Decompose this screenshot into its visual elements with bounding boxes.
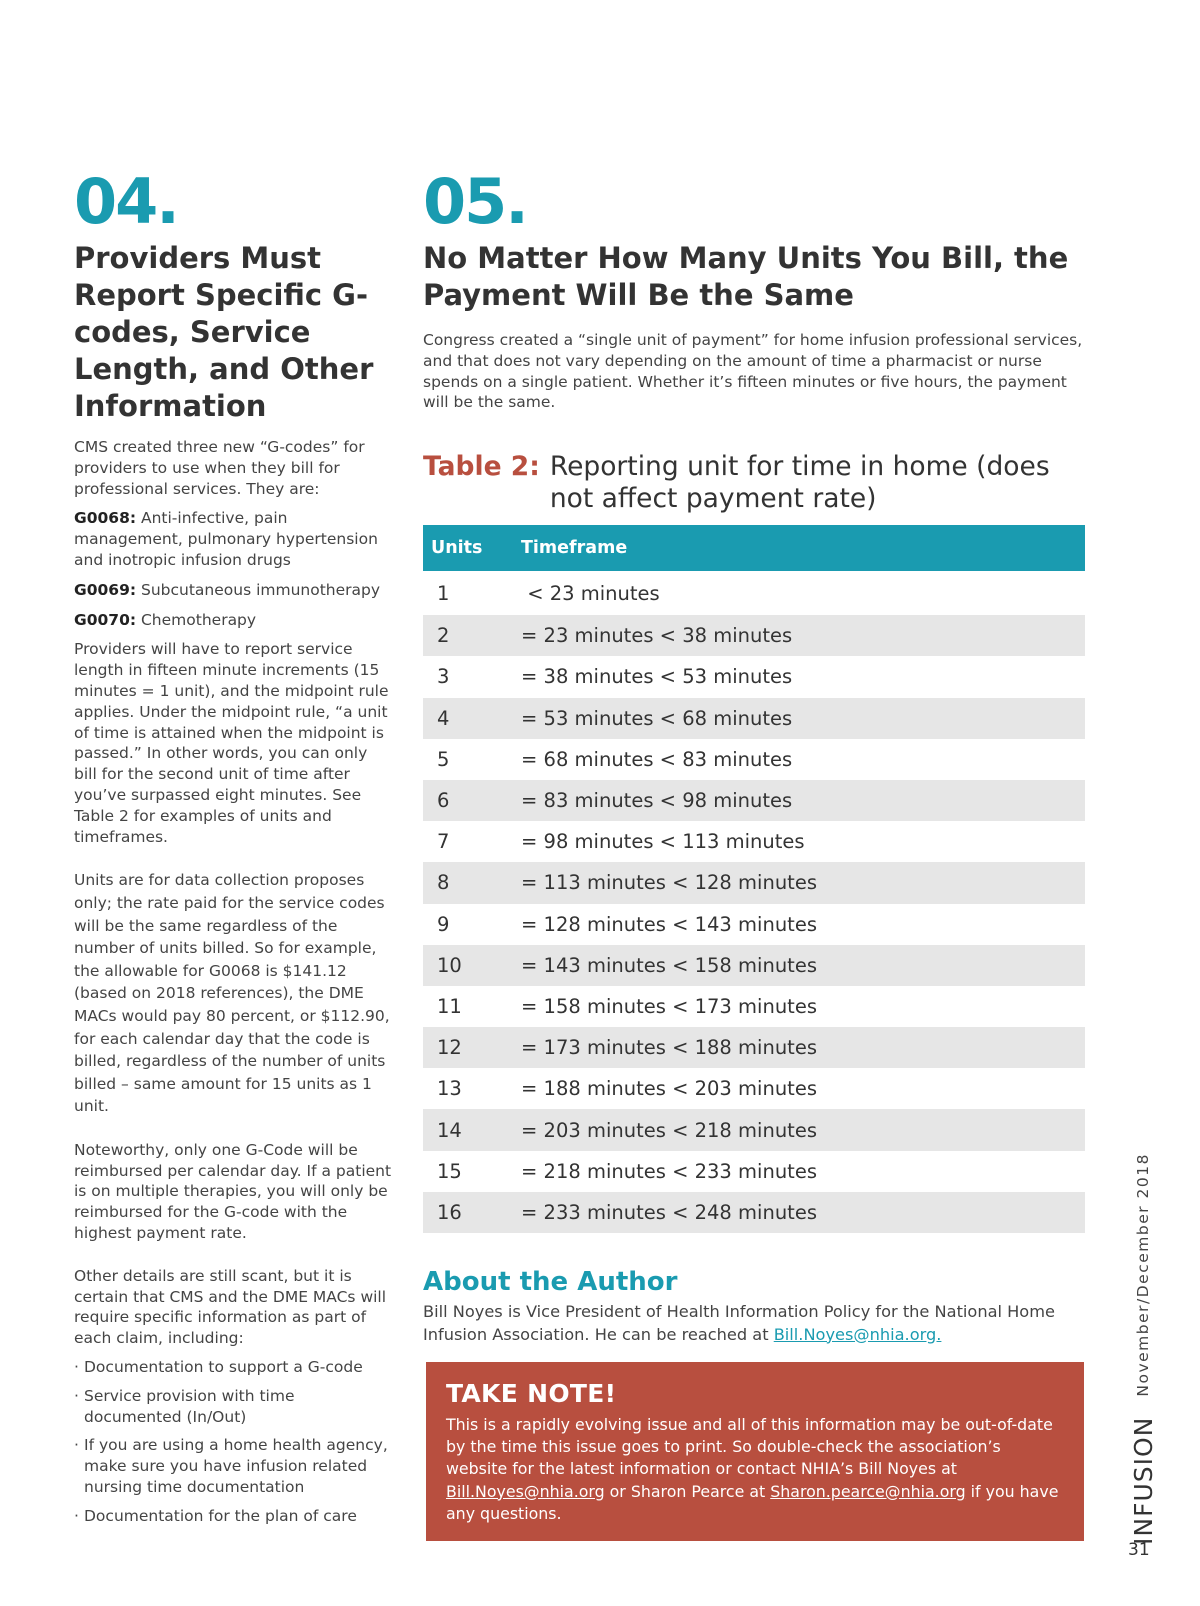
units-cell: 8 (423, 862, 521, 903)
author-bio-text: Bill Noyes is Vice President of Health Information Policy for the National Home Infusion Association. He can be reached at (423, 1302, 1055, 1344)
timeframe-cell: = 158 minutes < 173 minutes (521, 994, 817, 1018)
timeframe-cell: = 188 minutes < 203 minutes (521, 1077, 817, 1101)
table-caption (423, 451, 1085, 515)
timeframe-cell: = 23 minutes < 38 minutes (521, 615, 1085, 656)
magazine-spine (1126, 1125, 1160, 1545)
table-row (423, 1109, 1085, 1150)
units-cell: 10 (423, 945, 521, 986)
take-note-text-middle: or Sharon Pearce at (604, 1481, 771, 1501)
gcode-description: Subcutaneous immunotherapy (136, 580, 381, 599)
table-row (423, 986, 1085, 1027)
pearce-email-link[interactable]: Sharon.pearce@nhia.org (770, 1481, 966, 1501)
timeframe-cell: = 218 minutes < 233 minutes (521, 1159, 817, 1183)
gcode-label: G0070: (74, 610, 137, 629)
table-row (423, 862, 1085, 903)
magazine-brand: INFUSION (1128, 1416, 1158, 1545)
units-cell: 4 (423, 698, 521, 739)
table-label: Table 2: (423, 451, 540, 483)
column-header-units: Units (423, 525, 521, 571)
units-cell: 3 (437, 665, 450, 689)
table-row (423, 1192, 1085, 1233)
units-cell: 2 (423, 615, 521, 656)
table-row (423, 1027, 1085, 1068)
timeframe-cell: = 128 minutes < 143 minutes (521, 912, 817, 936)
paragraph-units: Providers will have to report service length in fifteen minute increments (15 minutes = 1 unit), and the midpoint rule applies. Under the midpoint rule, “a unit of time is attained when the midpoint is passed.” In other words, you can only bill for the second unit of time after you’ve surpassed eight minutes. See Table 2 for examples of units and timeframes. (74, 640, 389, 846)
table-title: Reporting unit for time in home (does not affect payment rate) (549, 451, 1050, 515)
table-row (423, 780, 1085, 821)
units-cell: 15 (437, 1159, 462, 1183)
list-item: · Service provision with time documented (In/Out) (74, 1386, 392, 1428)
section-04 (74, 165, 392, 1527)
units-cell: 13 (437, 1077, 462, 1101)
table-header-row (423, 525, 1085, 571)
units-cell: 14 (423, 1109, 521, 1150)
timeframe-cell: = 38 minutes < 53 minutes (521, 665, 793, 689)
units-table (423, 525, 1085, 1233)
timeframe-cell: = 203 minutes < 218 minutes (521, 1109, 1085, 1150)
table-row (423, 571, 1085, 615)
gcode-label: G0068: (74, 509, 137, 528)
section-05 (423, 165, 1085, 1541)
table-row (423, 821, 1085, 862)
timeframe-cell: = 173 minutes < 188 minutes (521, 1027, 1085, 1068)
noyes-email-link[interactable]: Bill.Noyes@nhia.org (446, 1481, 605, 1501)
section-heading: Providers Must Report Specific G-codes, Service Length, and Other Information (74, 241, 374, 423)
table-row (423, 656, 1085, 697)
author-bio (423, 1301, 1085, 1346)
timeframe-cell: = 113 minutes < 128 minutes (521, 862, 1085, 903)
table-row (423, 698, 1085, 739)
author-email-link[interactable]: Bill.Noyes@nhia.org. (773, 1324, 942, 1344)
table-row (423, 1068, 1085, 1109)
units-cell: 5 (437, 747, 450, 771)
take-note-text-after: if you have any questions. (446, 1481, 1059, 1523)
gcode-description: Anti-infective, pain management, pulmonary hypertension and inotropic infusion drugs (74, 509, 378, 569)
take-note-box (426, 1362, 1084, 1541)
table-row (423, 945, 1085, 986)
units-cell: 12 (423, 1027, 521, 1068)
units-cell: 6 (423, 780, 521, 821)
timeframe-cell: < 23 minutes (521, 581, 660, 605)
timeframe-cell: = 98 minutes < 113 minutes (521, 830, 805, 854)
gcode-description: Chemotherapy (136, 610, 257, 629)
units-cell: 11 (437, 994, 462, 1018)
paragraph-other-details: Other details are still scant, but it is certain that CMS and the DME MACs will require specific information as part of each claim, including: (74, 1266, 387, 1348)
timeframe-cell: = 68 minutes < 83 minutes (521, 747, 793, 771)
table-row (423, 904, 1085, 945)
section-number: 05. (423, 165, 527, 238)
section-heading: No Matter How Many Units You Bill, the Payment Will Be the Same (423, 241, 1069, 312)
claim-requirements-list (74, 1357, 392, 1527)
gcode-label: G0069: (74, 580, 137, 599)
author-heading: About the Author (423, 1267, 678, 1297)
section-intro: CMS created three new “G-codes” for providers to use when they bill for professional services. They are: (74, 438, 365, 498)
page-number: 31 (1128, 1540, 1150, 1560)
issue-date: November/December 2018 (1134, 1153, 1152, 1397)
gcode-item (74, 610, 392, 631)
paragraph-noteworthy: Noteworthy, only one G-Code will be reimbursed per calendar day. If a patient is on multiple therapies, you will only be reimbursed for the G-code with the highest payment rate. (74, 1140, 392, 1243)
timeframe-cell: = 233 minutes < 248 minutes (521, 1192, 1085, 1233)
table-body (423, 571, 1085, 1233)
table-row (423, 615, 1085, 656)
table-row (423, 1151, 1085, 1192)
column-header-timeframe: Timeframe (521, 525, 1085, 571)
list-item: · If you are using a home health agency, make sure you have infusion related nursing time documentation (74, 1435, 392, 1497)
timeframe-cell: = 143 minutes < 158 minutes (521, 945, 1085, 986)
take-note-text-before: This is a rapidly evolving issue and all of this information may be out-of-date by the time this issue goes to print. So double-check the association’s website for the latest information or contact NHIA’s Bill Noyes at (446, 1415, 1053, 1479)
units-cell: 1 (437, 581, 450, 605)
units-cell: 9 (437, 912, 450, 936)
gcode-item (74, 580, 392, 601)
timeframe-cell: = 53 minutes < 68 minutes (521, 698, 1085, 739)
section-number: 04. (74, 165, 178, 238)
units-cell: 7 (437, 830, 450, 854)
timeframe-cell: = 83 minutes < 98 minutes (521, 780, 1085, 821)
list-item: · Documentation to support a G-code (74, 1357, 392, 1378)
gcode-item (74, 508, 392, 570)
list-item: · Documentation for the plan of care (74, 1506, 392, 1527)
take-note-title: TAKE NOTE! (446, 1379, 617, 1408)
section-intro: Congress created a “single unit of payment” for home infusion professional services, and that does not vary depending on the amount of time a pharmacist or nurse spends on a single patient. Whether it’s fifteen minutes or five hours, the payment will be the same. (423, 331, 1083, 412)
table-row (423, 739, 1085, 780)
take-note-text (446, 1414, 1064, 1525)
paragraph-data-collection: Units are for data collection proposes only; the rate paid for the service codes will be the same regardless of the number of units billed. So for example, the allowable for G0068 is $141.12 (based on 2018 references), the DME MACs would pay 80 percent, or $112.90, for each calendar day that the code is billed, regardless of the number of units billed – same amount for 15 units as 1 unit. (74, 871, 390, 1116)
units-cell: 16 (423, 1192, 521, 1233)
